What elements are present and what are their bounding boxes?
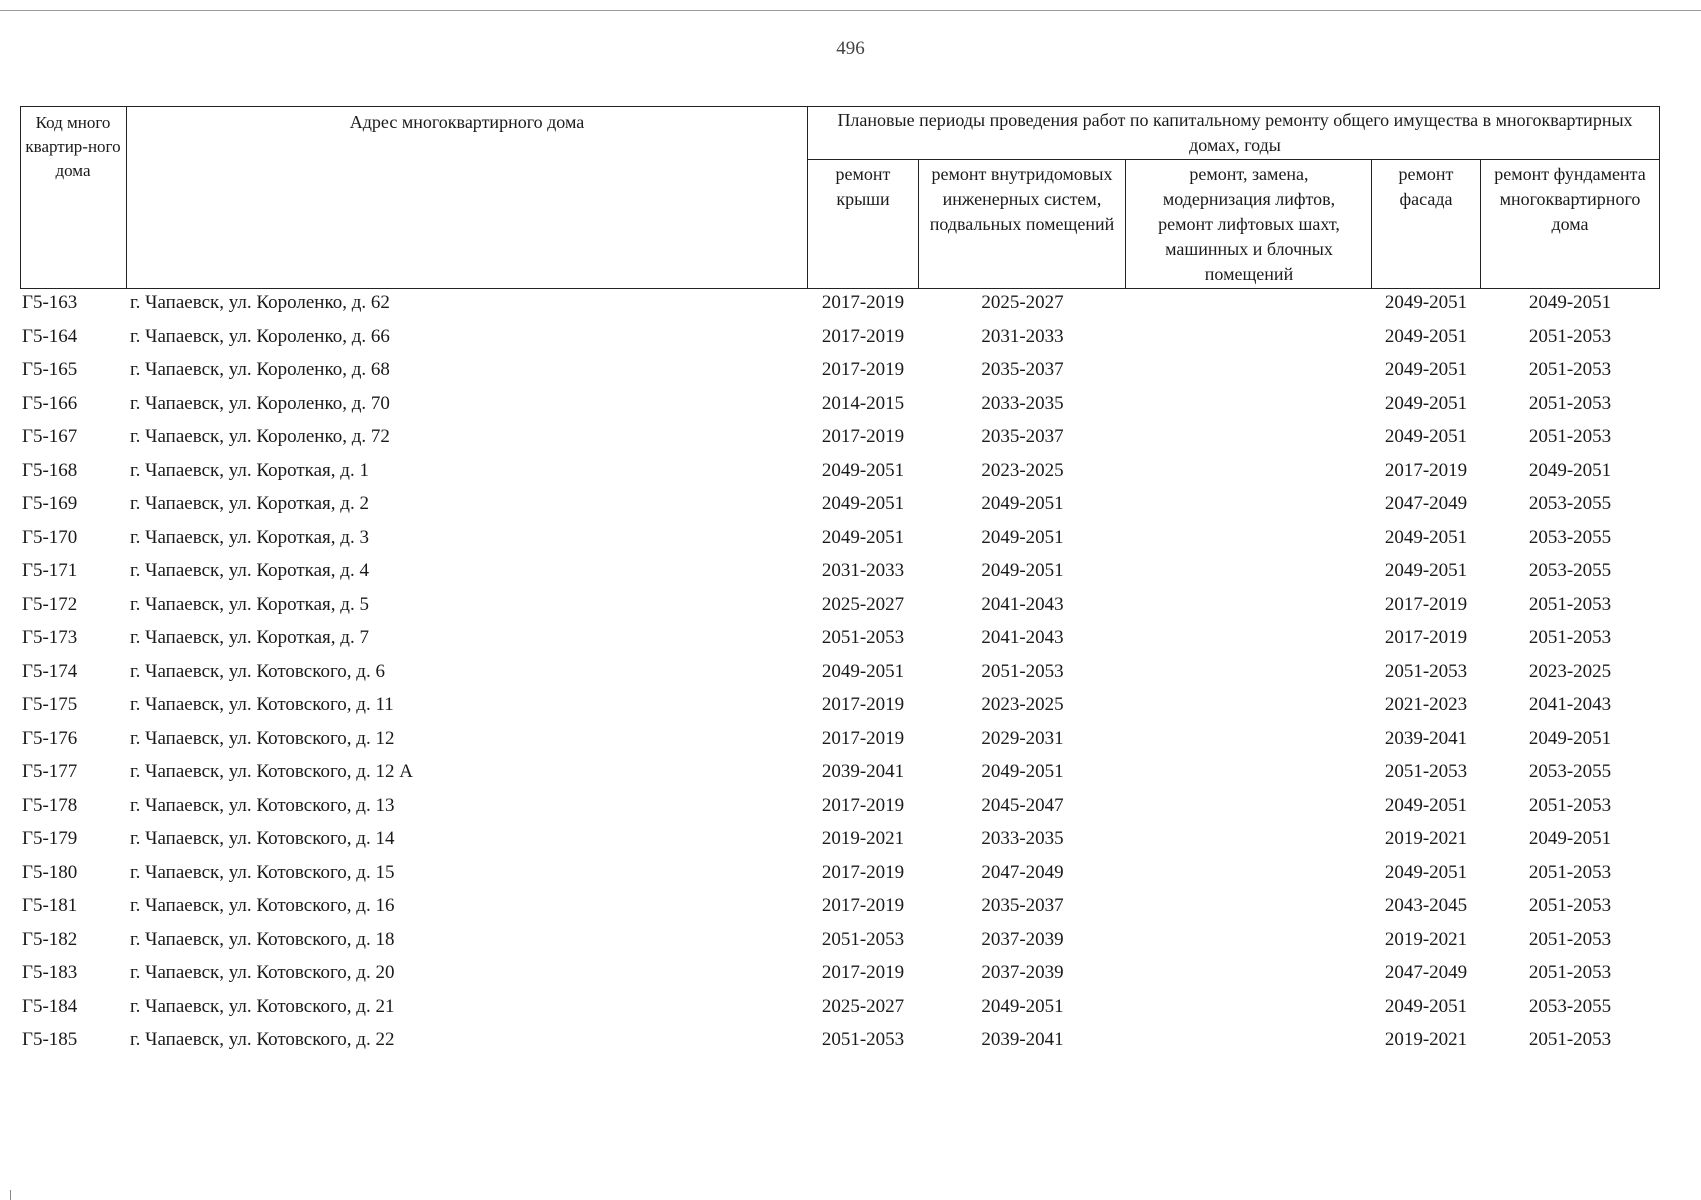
header-foundation: ремонт фундамента многоквартирного дома (1494, 164, 1646, 234)
row-foundation: 2051-2053 (1528, 392, 1612, 414)
row-code: Г5-168 (22, 459, 78, 481)
row-engineering: 2051-2053 (981, 660, 1064, 682)
row-roof: 2051-2053 (821, 1029, 905, 1050)
row-foundation: 2051-2053 (1528, 895, 1612, 916)
row-facade: 2019-2021 (1384, 928, 1468, 950)
row-engineering: 2035-2037 (981, 895, 1064, 916)
row-foundation: 2051-2053 (1528, 593, 1612, 615)
row-code: Г5-167 (22, 426, 78, 447)
row-facade: 2021-2023 (1384, 694, 1468, 715)
row-address: г. Чапаевск, ул. Короленко, д. 72 (130, 426, 390, 447)
row-code: Г5-178 (22, 794, 78, 816)
row-address: г. Чапаевск, ул. Котовского, д. 6 (130, 660, 385, 682)
edge-mark (10, 1190, 11, 1200)
row-facade: 2049-2051 (1384, 359, 1468, 380)
row-facade: 2049-2051 (1384, 292, 1468, 313)
header-roof: ремонт крыши (835, 164, 891, 209)
row-code: Г5-179 (22, 828, 78, 849)
table-row (0, 690, 1701, 724)
row-engineering: 2023-2025 (981, 694, 1064, 715)
row-address: г. Чапаевск, ул. Короленко, д. 70 (130, 392, 390, 414)
row-roof: 2025-2027 (821, 593, 905, 615)
table-row (0, 724, 1701, 758)
row-code: Г5-185 (22, 1029, 78, 1050)
row-engineering: 2023-2025 (981, 459, 1064, 481)
row-foundation: 2049-2051 (1528, 828, 1612, 849)
table-row (0, 523, 1701, 557)
header-address: Адрес многоквартирного дома (349, 112, 585, 132)
row-roof: 2017-2019 (821, 727, 905, 749)
table-body (0, 288, 1701, 1059)
row-facade: 2017-2019 (1384, 627, 1468, 648)
table-row (0, 858, 1701, 892)
row-roof: 2025-2027 (821, 995, 905, 1017)
row-facade: 2017-2019 (1384, 459, 1468, 481)
row-code: Г5-169 (22, 493, 78, 514)
table-row (0, 355, 1701, 389)
row-engineering: 2039-2041 (981, 1029, 1064, 1050)
row-code: Г5-173 (22, 627, 78, 648)
table-row (0, 925, 1701, 959)
row-engineering: 2049-2051 (981, 526, 1064, 548)
row-foundation: 2023-2025 (1528, 660, 1612, 682)
row-engineering: 2049-2051 (981, 560, 1064, 581)
row-facade: 2019-2021 (1384, 1029, 1468, 1050)
table-row (0, 1025, 1701, 1059)
row-address: г. Чапаевск, ул. Котовского, д. 22 (130, 1029, 395, 1050)
row-code: Г5-182 (22, 928, 78, 950)
table-row (0, 992, 1701, 1026)
row-facade: 2051-2053 (1384, 660, 1468, 682)
row-address: г. Чапаевск, ул. Котовского, д. 11 (130, 694, 394, 715)
row-code: Г5-174 (22, 660, 78, 682)
row-engineering: 2049-2051 (981, 761, 1064, 782)
row-code: Г5-164 (22, 325, 78, 347)
row-roof: 2017-2019 (821, 962, 905, 983)
row-address: г. Чапаевск, ул. Котовского, д. 20 (130, 962, 395, 983)
row-address: г. Чапаевск, ул. Короткая, д. 5 (130, 593, 369, 615)
header-divider (1125, 160, 1126, 289)
row-roof: 2017-2019 (821, 794, 905, 816)
row-facade: 2049-2051 (1384, 794, 1468, 816)
row-address: г. Чапаевск, ул. Котовского, д. 13 (130, 794, 395, 816)
table-row (0, 791, 1701, 825)
table-row (0, 389, 1701, 423)
header-facade: ремонт фасада (1398, 164, 1454, 209)
row-roof: 2049-2051 (821, 493, 905, 514)
header-divider (1371, 160, 1372, 289)
row-facade: 2049-2051 (1384, 995, 1468, 1017)
row-code: Г5-180 (22, 861, 78, 883)
row-address: г. Чапаевск, ул. Короленко, д. 68 (130, 359, 390, 380)
table-row (0, 891, 1701, 925)
row-address: г. Чапаевск, ул. Котовского, д. 15 (130, 861, 395, 883)
row-roof: 2017-2019 (821, 325, 905, 347)
row-foundation: 2051-2053 (1528, 359, 1612, 380)
row-code: Г5-183 (22, 962, 78, 983)
header-lifts: ремонт, замена, модернизация лифтов, ремонт лифтовых шахт, машинных и блочных помещений (1158, 164, 1340, 284)
row-foundation: 2049-2051 (1528, 727, 1612, 749)
row-foundation: 2041-2043 (1528, 694, 1612, 715)
table-row (0, 322, 1701, 356)
row-roof: 2031-2033 (821, 560, 905, 581)
row-foundation: 2051-2053 (1528, 794, 1612, 816)
row-facade: 2017-2019 (1384, 593, 1468, 615)
row-code: Г5-177 (22, 761, 78, 782)
row-roof: 2049-2051 (821, 526, 905, 548)
header-engineering: ремонт внутридомовых инженерных систем, подвальных помещений (929, 164, 1115, 234)
row-address: г. Чапаевск, ул. Короткая, д. 4 (130, 560, 369, 581)
row-roof: 2017-2019 (821, 359, 905, 380)
row-facade: 2039-2041 (1384, 727, 1468, 749)
row-roof: 2019-2021 (821, 828, 905, 849)
row-engineering: 2025-2027 (981, 292, 1064, 313)
table-row (0, 422, 1701, 456)
row-address: г. Чапаевск, ул. Котовского, д. 14 (130, 828, 395, 849)
row-address: г. Чапаевск, ул. Короткая, д. 2 (130, 493, 369, 514)
row-foundation: 2051-2053 (1528, 325, 1612, 347)
row-engineering: 2049-2051 (981, 995, 1064, 1017)
row-engineering: 2035-2037 (981, 426, 1064, 447)
row-engineering: 2047-2049 (981, 861, 1064, 883)
row-address: г. Чапаевск, ул. Котовского, д. 16 (130, 895, 395, 916)
row-foundation: 2053-2055 (1528, 526, 1612, 548)
row-facade: 2049-2051 (1384, 526, 1468, 548)
table-row (0, 590, 1701, 624)
row-code: Г5-175 (22, 694, 78, 715)
row-engineering: 2045-2047 (981, 794, 1064, 816)
row-address: г. Чапаевск, ул. Короленко, д. 66 (130, 325, 390, 347)
row-foundation: 2051-2053 (1528, 627, 1612, 648)
row-engineering: 2035-2037 (981, 359, 1064, 380)
page-number: 496 (836, 38, 865, 59)
row-code: Г5-165 (22, 359, 78, 380)
row-facade: 2049-2051 (1384, 426, 1468, 447)
row-foundation: 2053-2055 (1528, 560, 1612, 581)
table-row (0, 958, 1701, 992)
row-facade: 2049-2051 (1384, 325, 1468, 347)
row-roof: 2051-2053 (821, 627, 905, 648)
row-engineering: 2033-2035 (981, 828, 1064, 849)
table-row (0, 456, 1701, 490)
row-engineering: 2037-2039 (981, 928, 1064, 950)
row-engineering: 2037-2039 (981, 962, 1064, 983)
row-roof: 2017-2019 (821, 895, 905, 916)
row-code: Г5-176 (22, 727, 78, 749)
row-facade: 2051-2053 (1384, 761, 1468, 782)
row-foundation: 2053-2055 (1528, 995, 1612, 1017)
row-address: г. Чапаевск, ул. Котовского, д. 18 (130, 928, 395, 950)
table-row (0, 657, 1701, 691)
row-address: г. Чапаевск, ул. Короткая, д. 3 (130, 526, 369, 548)
row-address: г. Чапаевск, ул. Короткая, д. 1 (130, 459, 369, 481)
row-roof: 2017-2019 (821, 694, 905, 715)
header-divider (918, 160, 919, 289)
row-code: Г5-172 (22, 593, 78, 615)
row-foundation: 2051-2053 (1528, 861, 1612, 883)
row-code: Г5-171 (22, 560, 78, 581)
table-row (0, 288, 1701, 322)
row-facade: 2047-2049 (1384, 962, 1468, 983)
table-row (0, 757, 1701, 791)
table-row (0, 824, 1701, 858)
row-facade: 2047-2049 (1384, 493, 1468, 514)
row-facade: 2049-2051 (1384, 861, 1468, 883)
row-roof: 2017-2019 (821, 292, 905, 313)
row-address: г. Чапаевск, ул. Котовского, д. 12 (130, 727, 395, 749)
row-engineering: 2031-2033 (981, 325, 1064, 347)
row-address: г. Чапаевск, ул. Короленко, д. 62 (130, 292, 390, 313)
row-roof: 2039-2041 (821, 761, 905, 782)
top-rule (0, 10, 1701, 11)
row-facade: 2049-2051 (1384, 560, 1468, 581)
row-facade: 2049-2051 (1384, 392, 1468, 414)
row-code: Г5-163 (22, 292, 78, 313)
header-code: Код много квартир-ного дома (25, 113, 121, 180)
row-address: г. Чапаевск, ул. Короткая, д. 7 (130, 627, 369, 648)
table-row (0, 489, 1701, 523)
header-subdivider (807, 159, 1660, 160)
row-foundation: 2053-2055 (1528, 761, 1612, 782)
row-facade: 2019-2021 (1384, 828, 1468, 849)
row-engineering: 2033-2035 (981, 392, 1064, 414)
row-roof: 2049-2051 (821, 459, 905, 481)
row-roof: 2014-2015 (821, 392, 905, 414)
row-foundation: 2049-2051 (1528, 459, 1612, 481)
row-foundation: 2051-2053 (1528, 962, 1612, 983)
table-row (0, 623, 1701, 657)
row-code: Г5-166 (22, 392, 78, 414)
row-roof: 2017-2019 (821, 861, 905, 883)
row-facade: 2043-2045 (1384, 895, 1468, 916)
row-code: Г5-184 (22, 995, 78, 1017)
row-engineering: 2041-2043 (981, 593, 1064, 615)
table-row (0, 556, 1701, 590)
row-roof: 2051-2053 (821, 928, 905, 950)
row-foundation: 2051-2053 (1528, 1029, 1612, 1050)
row-address: г. Чапаевск, ул. Котовского, д. 21 (130, 995, 395, 1017)
row-address: г. Чапаевск, ул. Котовского, д. 12 А (130, 761, 413, 782)
header-periods: Плановые периоды проведения работ по капитальному ремонту общего имущества в многоквартирных домах, годы (837, 110, 1633, 155)
row-code: Г5-170 (22, 526, 78, 548)
row-foundation: 2049-2051 (1528, 292, 1612, 313)
row-roof: 2049-2051 (821, 660, 905, 682)
row-roof: 2017-2019 (821, 426, 905, 447)
row-engineering: 2041-2043 (981, 627, 1064, 648)
row-engineering: 2029-2031 (981, 727, 1064, 749)
row-foundation: 2053-2055 (1528, 493, 1612, 514)
row-engineering: 2049-2051 (981, 493, 1064, 514)
row-foundation: 2051-2053 (1528, 426, 1612, 447)
row-foundation: 2051-2053 (1528, 928, 1612, 950)
row-code: Г5-181 (22, 895, 78, 916)
